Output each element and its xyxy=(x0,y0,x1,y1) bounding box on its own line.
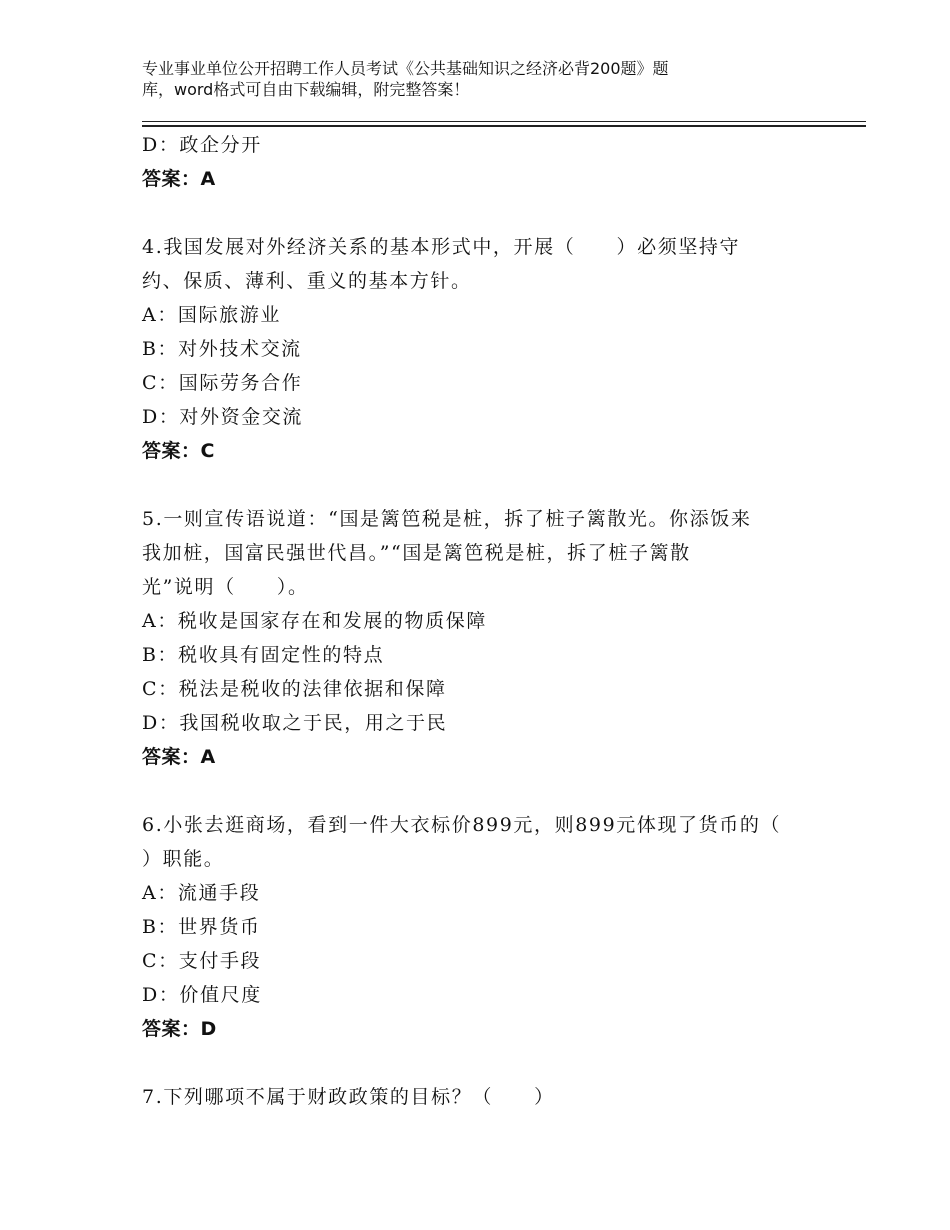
q6-stem-line-2: ）职能。 xyxy=(142,848,225,870)
q7-stem-line-1: 7.下列哪项不属于财政政策的目标？（ ） xyxy=(142,1086,555,1108)
q4-stem-line-1: 4.我国发展对外经济关系的基本形式中，开展（ ）必须坚持守 xyxy=(142,236,741,258)
q4-stem-line-2: 约、保质、薄利、重义的基本方针。 xyxy=(142,270,472,292)
question-3-tail xyxy=(142,128,822,196)
question-5 xyxy=(142,502,822,774)
question-6 xyxy=(142,808,822,1046)
q6-option-c: C：支付手段 xyxy=(142,950,262,972)
q6-answer: 答案：D xyxy=(142,1018,217,1040)
q4-option-d: D：对外资金交流 xyxy=(142,406,304,428)
q6-stem-line-1: 6.小张去逛商场，看到一件大衣标价899元，则899元体现了货币的（ xyxy=(142,814,782,836)
q5-stem-line-3: 光”说明（ ）。 xyxy=(142,576,309,598)
q5-option-b: B：税收具有固定性的特点 xyxy=(142,644,385,666)
spacer xyxy=(142,468,822,502)
document-header xyxy=(142,58,782,100)
q6-option-d: D：价值尺度 xyxy=(142,984,262,1006)
q5-stem-line-1: 5.一则宣传语说道：“国是篱笆税是桩，拆了桩子篱散光。你添饭来 xyxy=(142,508,752,530)
q6-option-a: A：流通手段 xyxy=(142,882,261,904)
header-rule-thin xyxy=(142,121,866,122)
question-4 xyxy=(142,230,822,468)
q5-option-a: A：税收是国家存在和发展的物质保障 xyxy=(142,610,487,632)
header-title-line-1: 专业事业单位公开招聘工作人员考试《公共基础知识之经济必背200题》题 xyxy=(142,59,669,78)
q4-answer: 答案：C xyxy=(142,440,215,462)
q5-option-d: D：我国税收取之于民，用之于民 xyxy=(142,712,448,734)
q3-option-d: D：政企分开 xyxy=(142,134,262,156)
header-title-line-2: 库，word格式可自由下载编辑，附完整答案！ xyxy=(142,80,470,99)
q6-option-b: B：世界货币 xyxy=(142,916,261,938)
question-7 xyxy=(142,1080,822,1114)
spacer xyxy=(142,1046,822,1080)
q5-option-c: C：税法是税收的法律依据和保障 xyxy=(142,678,447,700)
q5-stem-line-2: 我加桩，国富民强世代昌。”“国是篱笆税是桩，拆了桩子篱散 xyxy=(142,542,691,564)
spacer xyxy=(142,774,822,808)
q5-answer: 答案：A xyxy=(142,746,216,768)
q3-answer: 答案：A xyxy=(142,168,216,190)
q4-option-b: B：对外技术交流 xyxy=(142,338,302,360)
question-content xyxy=(142,128,822,1114)
q4-option-c: C：国际劳务合作 xyxy=(142,372,303,394)
header-rule-thick xyxy=(142,125,866,127)
spacer xyxy=(142,196,822,230)
q4-option-a: A：国际旅游业 xyxy=(142,304,281,326)
